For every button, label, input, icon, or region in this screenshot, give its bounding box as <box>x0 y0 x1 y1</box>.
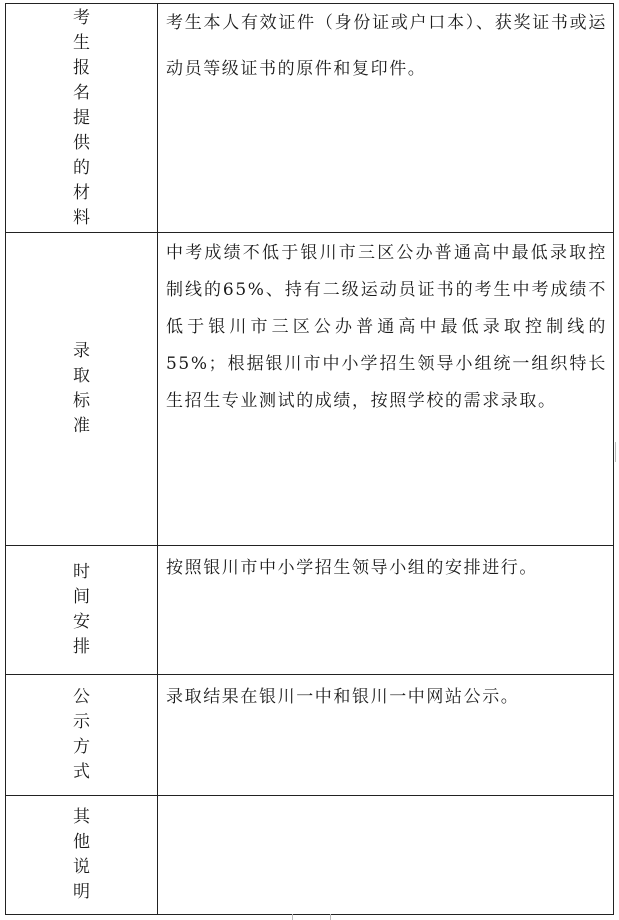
row-content-publicity: 录取结果在银川一中和银川一中网站公示。 <box>166 687 520 707</box>
row-content-schedule: 按照银川市中小学招生领导小组的安排进行。 <box>166 558 538 578</box>
row-content-admission-criteria: 中考成绩不低于银川市三区公办普通高中最低录取控制线的65%、持有二级运动员证书的考生中考成绩不低于银川市三区公办普通高中最低录取控制线的55%；根据银川市中小学招生领导小组统一组织特长生招生专业测试的成绩，按照学校的需求录取。 <box>166 243 607 411</box>
label-cell-admission-criteria <box>6 233 158 546</box>
content-cell-admission-criteria <box>158 233 614 546</box>
content-cell-other-notes <box>158 796 614 915</box>
table-row-other-notes <box>6 796 614 915</box>
row-label-other-notes: 其他说明 <box>73 807 90 902</box>
row-label-publicity: 公示方式 <box>73 687 90 782</box>
label-cell-schedule <box>6 546 158 675</box>
row-label-schedule: 时间安排 <box>73 562 90 657</box>
page-edge-mark-bottom-right <box>330 914 331 920</box>
row-content-materials: 考生本人有效证件（身份证或户口本）、获奖证书或运动员等级证书的原件和复印件。 <box>166 13 607 79</box>
page-edge-mark-right <box>615 442 616 462</box>
row-label-materials: 考生报名提供的材料 <box>73 7 90 228</box>
label-cell-materials <box>6 4 158 233</box>
table-row-admission-criteria <box>6 233 614 546</box>
table-row-materials <box>6 4 614 233</box>
label-cell-other-notes <box>6 796 158 915</box>
table-row-publicity <box>6 675 614 796</box>
table-row-schedule <box>6 546 614 675</box>
row-label-admission-criteria: 录取标准 <box>73 341 90 436</box>
page-edge-mark-bottom-left <box>292 914 293 920</box>
content-cell-schedule <box>158 546 614 675</box>
label-cell-publicity <box>6 675 158 796</box>
content-cell-materials <box>158 4 614 233</box>
content-cell-publicity <box>158 675 614 796</box>
info-table <box>5 3 614 915</box>
